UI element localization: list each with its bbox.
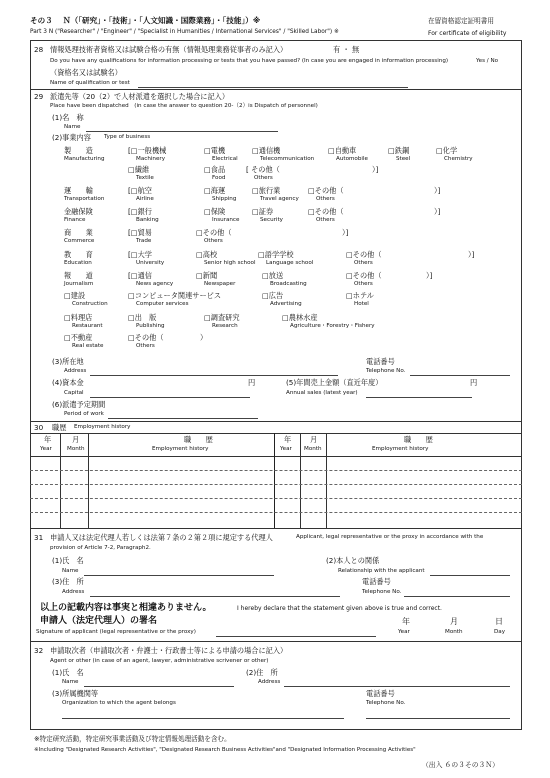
business-option-label-en: Others: [316, 196, 335, 202]
s32-tel-label: 電話番号: [366, 689, 395, 698]
business-option-checkbox[interactable]: [□銀行: [128, 207, 152, 216]
s29-capital-label-en: Capital: [64, 390, 84, 396]
s29-title-en: Place have been dispatched (in case the answer to question 20-（2）is Dispatch of personnel): [50, 103, 318, 109]
business-option-label-en: Machinery: [136, 156, 166, 162]
business-category-label: 運 輸: [64, 186, 93, 195]
s29-period-field[interactable]: [108, 418, 258, 419]
business-option-label-en: Airline: [136, 196, 154, 202]
s29-name-label: (1)名 称: [52, 113, 84, 122]
business-option-checkbox[interactable]: □その他（: [346, 250, 382, 259]
date-month-label-en: Month: [445, 629, 463, 635]
business-option-label-en: Others: [204, 238, 223, 244]
date-year-label-en: Year: [398, 629, 410, 635]
s31-title-en: Applicant, legal representative or the proxy in accordance with the: [296, 534, 484, 540]
frame-right: [521, 40, 522, 730]
business-category-label-en: Transportation: [64, 196, 105, 202]
s32-address-label: (2)住 所: [246, 668, 278, 677]
table-col-divider: [88, 433, 89, 528]
business-option-label-en: Publishing: [136, 323, 165, 329]
col-history-en: Employment history: [372, 446, 429, 452]
table-row[interactable]: [30, 484, 522, 485]
business-option-label-en: Food: [212, 175, 226, 181]
business-option-label-en: Others: [254, 175, 273, 181]
col-month-en: Month: [67, 446, 85, 452]
table-col-divider: [60, 433, 61, 528]
business-option-label-en: Trade: [136, 238, 152, 244]
business-category-label: 報 道: [64, 271, 93, 280]
s31-tel-field[interactable]: [404, 596, 510, 597]
col-month-en: Month: [304, 446, 322, 452]
business-category-label-en: Finance: [64, 217, 86, 223]
table-row[interactable]: [30, 512, 522, 513]
table-row[interactable]: [30, 498, 522, 499]
business-option-checkbox[interactable]: □その他（: [308, 207, 344, 216]
s32-org-label-en: Organization to which the agent belongs: [62, 700, 176, 706]
business-option-checkbox[interactable]: □鉄鋼: [388, 146, 410, 155]
frame-bottom: [30, 729, 522, 730]
s32-address-label-en: Address: [258, 679, 281, 685]
business-option-label-en: University: [136, 260, 165, 266]
business-option-checkbox[interactable]: □その他（: [308, 186, 344, 195]
s29-name-label-en: Name: [64, 124, 81, 130]
business-option-label-en: Research: [212, 323, 238, 329]
col-history-en: Employment history: [152, 446, 209, 452]
business-option-label-en: Textile: [136, 175, 154, 181]
s31-title: 申請人又は法定代理人若しくは法第７条の２第２項に規定する代理人: [50, 533, 273, 542]
business-option-label-en: Banking: [136, 217, 159, 223]
frame-left: [30, 40, 31, 730]
s32-title-en: Agent or other (in case of an agent, lawyer, administrative scrivener or other): [50, 658, 269, 664]
s29-sales-label-en: Annual sales (latest year): [286, 390, 358, 396]
s32-name-field[interactable]: [84, 686, 234, 687]
s28-yes-no-en[interactable]: Yes / No: [476, 58, 499, 64]
signature-label: 申請人（法定代理人）の署名: [40, 616, 158, 626]
business-option-checkbox[interactable]: □その他（: [128, 333, 164, 342]
table-col-divider: [326, 433, 327, 528]
date-day-label-en: Day: [494, 629, 506, 635]
s31-title-en-2: provision of Article 7-2, Paragraph2.: [50, 545, 151, 551]
business-option-label-en: Senior high school: [204, 260, 256, 266]
footnote-en: ※Including "Designated Research Activities", "Designated Research Business Activities"and "Designated Information Processing Activities": [34, 747, 416, 753]
business-option-label-en: Construction: [72, 301, 108, 307]
date-day-label: 日: [495, 617, 503, 626]
business-option-checkbox[interactable]: □保険: [204, 207, 226, 216]
s31-name-field[interactable]: [84, 575, 274, 576]
business-option-label-en: Restaurant: [72, 323, 103, 329]
business-option-checkbox[interactable]: □コンピュータ関連サービス: [128, 291, 222, 300]
table-header-bottom: [30, 456, 522, 457]
s28-question-en: Do you have any qualifications for information processing or tests that you have passed? (In case you are engaged in information processing): [50, 58, 449, 64]
s31-tel-label-en: Telephone No.: [362, 589, 402, 595]
business-option-label-en: Agriculture・Forestry・Fishery: [290, 323, 375, 329]
form-title: その３ Ｎ（「研究」・「技術」・「人文知識・国際業務」・「技能」）※: [30, 16, 261, 25]
business-option-checkbox[interactable]: □ホテル: [346, 291, 374, 300]
yen-unit: 円: [470, 378, 478, 387]
table-col-divider: [300, 433, 301, 528]
page-code: （出入 ６の３その３Ｎ）: [422, 761, 499, 769]
s31-name-label-en: Name: [62, 568, 79, 574]
business-option-checkbox[interactable]: □旅行業: [252, 186, 281, 195]
divider: [30, 641, 522, 642]
s31-number: 31: [34, 533, 44, 542]
business-option-label-en: Language school: [266, 260, 314, 266]
business-option-checkbox[interactable]: □新聞: [196, 271, 218, 280]
col-year: 年: [44, 435, 52, 444]
s29-period-label-en: Period of work: [64, 411, 104, 417]
business-option-label-en: Electrical: [212, 156, 238, 162]
s31-name-label: (1)氏 名: [52, 556, 84, 565]
business-option-checkbox[interactable]: [□大学: [128, 250, 152, 259]
business-category-label-en: Journalism: [64, 281, 94, 287]
s31-address-field[interactable]: [90, 596, 340, 597]
business-option-checkbox[interactable]: □出 版: [128, 313, 157, 322]
business-option-checkbox[interactable]: □その他（: [346, 271, 382, 280]
business-option-checkbox[interactable]: ）]: [434, 207, 441, 216]
col-year: 年: [284, 435, 292, 444]
s28-question: 情報処理技術者資格又は試験合格の有無（情報処理業務従事者のみ記入）: [50, 45, 288, 54]
business-option-checkbox[interactable]: [□一般機械: [128, 146, 167, 155]
divider: [30, 89, 522, 90]
signature-label-en: Signature of applicant (legal representative or the proxy): [36, 629, 196, 635]
frame-top: [30, 40, 522, 41]
business-option-checkbox[interactable]: □食品: [204, 165, 226, 174]
business-option-label-en: Hotel: [354, 301, 369, 307]
business-option-checkbox[interactable]: □語学学校: [258, 250, 294, 259]
business-option-checkbox[interactable]: ）: [200, 333, 208, 342]
business-option-checkbox[interactable]: ）]: [426, 271, 433, 280]
table-top: [30, 433, 522, 434]
business-option-label-en: Broadcasting: [270, 281, 307, 287]
s30-number: 30: [34, 423, 44, 432]
s32-name-label-en: Name: [62, 679, 79, 685]
business-category-label-en: Education: [64, 260, 92, 266]
s32-org-field[interactable]: [62, 718, 344, 719]
col-month: 月: [72, 435, 80, 444]
yen-unit: 円: [248, 378, 256, 387]
form-purpose-en: For certificate of eligibility: [428, 30, 507, 37]
s29-business-label: (2)事業内容: [52, 133, 91, 142]
s28-number: 28: [34, 45, 44, 54]
s31-relationship-label: (2)本人との関係: [326, 556, 380, 565]
s32-title: 申請取次者（申請取次者・弁護士・行政書士等による申請の場合に記入）: [50, 646, 288, 655]
table-col-divider: [274, 433, 275, 528]
business-option-checkbox[interactable]: □建設: [64, 291, 86, 300]
business-option-label-en: Others: [316, 217, 335, 223]
s29-capital-field[interactable]: [90, 397, 250, 398]
business-option-label-en: Others: [354, 281, 373, 287]
s30-title-en: Employment history: [74, 424, 131, 430]
business-category-label-en: Commerce: [64, 238, 95, 244]
s32-tel-label-en: Telephone No.: [366, 700, 406, 706]
business-option-label-en: Insurance: [212, 217, 240, 223]
business-option-checkbox[interactable]: □繊維: [128, 165, 150, 174]
s31-relationship-label-en: Relationship with the applicant: [338, 568, 425, 574]
table-bottom: [30, 528, 522, 529]
business-category-label: 金融保険: [64, 207, 93, 216]
divider: [30, 421, 522, 422]
business-option-checkbox[interactable]: □不動産: [64, 333, 93, 342]
s29-tel-label: 電話番号: [366, 357, 395, 366]
business-option-label-en: Travel agency: [260, 196, 299, 202]
s28-qualification-field[interactable]: [138, 87, 408, 88]
business-option-checkbox[interactable]: ）]: [468, 250, 475, 259]
form-title-en: Part 3 N ("Researcher" / "Engineer" / "Specialist in Humanities / International Services" / "Skilled Labor") ※: [30, 29, 339, 35]
business-option-checkbox[interactable]: ）]: [342, 228, 349, 237]
col-month: 月: [310, 435, 318, 444]
s31-address-label: (3)住 所: [52, 577, 84, 586]
s29-period-label: (6)派遣予定期間: [52, 400, 106, 409]
s30-title: 職歴: [52, 423, 67, 432]
s32-org-label: (3)所属機関等: [52, 689, 99, 698]
business-option-label-en: Automobile: [336, 156, 368, 162]
s29-name-field[interactable]: [86, 131, 278, 132]
table-row[interactable]: [30, 470, 522, 471]
s32-tel-field[interactable]: [366, 718, 510, 719]
s29-capital-label: (4)資本金: [52, 378, 84, 387]
footnote: ※特定研究活動，特定研究事業活動及び特定情報処理活動を含む。: [34, 735, 231, 743]
business-option-checkbox[interactable]: □通信機: [252, 146, 281, 155]
business-option-checkbox[interactable]: ）]: [372, 165, 379, 174]
s31-address-label-en: Address: [62, 589, 85, 595]
business-option-checkbox[interactable]: □高校: [196, 250, 218, 259]
col-history: 職 歴: [404, 435, 433, 444]
business-option-label-en: Advertising: [270, 301, 302, 307]
business-option-label-en: Computer services: [136, 301, 189, 307]
business-option-checkbox[interactable]: □広告: [262, 291, 284, 300]
s32-address-field[interactable]: [284, 686, 510, 687]
business-option-label-en: News agency: [136, 281, 174, 287]
business-option-checkbox[interactable]: □化学: [436, 146, 458, 155]
declaration-text: 以上の記載内容は事実と相違ありません。: [40, 603, 212, 613]
business-option-checkbox[interactable]: □その他（: [196, 228, 232, 237]
declaration-text-en: I hereby declare that the statement given above is true and correct.: [237, 605, 442, 612]
s29-number: 29: [34, 92, 44, 101]
business-option-label-en: Others: [136, 343, 155, 349]
s29-tel-field[interactable]: [410, 375, 510, 376]
s29-address-field[interactable]: [90, 375, 338, 376]
business-option-label-en: Security: [260, 217, 283, 223]
business-option-label-en: Newspaper: [204, 281, 236, 287]
s29-tel-label-en: Telephone No.: [366, 368, 406, 374]
business-option-label-en: Others: [354, 260, 373, 266]
business-option-checkbox[interactable]: □電機: [204, 146, 226, 155]
s29-address-label-en: Address: [64, 368, 87, 374]
form-purpose: 在留資格認定証明書用: [428, 17, 494, 25]
s29-sales-field[interactable]: [366, 397, 472, 398]
s31-tel-label: 電話番号: [362, 577, 391, 586]
signature-field[interactable]: [216, 636, 376, 637]
s32-name-label: (1)氏 名: [52, 668, 84, 677]
business-option-checkbox[interactable]: □料理店: [64, 313, 93, 322]
business-option-checkbox[interactable]: □海運: [204, 186, 226, 195]
business-option-label-en: Real estate: [72, 343, 104, 349]
date-year-label: 年: [402, 617, 410, 626]
business-option-checkbox[interactable]: □放送: [262, 271, 284, 280]
business-option-checkbox[interactable]: [□通信: [128, 271, 152, 280]
col-year-en: Year: [40, 446, 52, 452]
business-category-label-en: Manufacturing: [64, 156, 105, 162]
business-option-checkbox[interactable]: ）]: [434, 186, 441, 195]
business-category-label: 商 業: [64, 228, 93, 237]
business-option-checkbox[interactable]: [ その他（: [246, 165, 280, 174]
s29-business-label-en: Type of business: [104, 134, 151, 140]
business-option-checkbox[interactable]: [□航空: [128, 186, 152, 195]
date-month-label: 月: [450, 617, 458, 626]
s32-number: 32: [34, 646, 44, 655]
s29-sales-label: (5)年間売上金額（直近年度）: [286, 378, 383, 387]
business-option-label-en: Shipping: [212, 196, 237, 202]
business-option-checkbox[interactable]: □証券: [252, 207, 274, 216]
s29-title: 派遣先等（20（2）で人材派遣を選択した場合に記入）: [50, 92, 230, 101]
business-option-checkbox[interactable]: □農林水産: [282, 313, 318, 322]
s31-relationship-field[interactable]: [430, 575, 510, 576]
business-option-checkbox[interactable]: □調査研究: [204, 313, 240, 322]
business-option-label-en: Steel: [396, 156, 411, 162]
col-year-en: Year: [280, 446, 292, 452]
business-category-label: 製 造: [64, 146, 93, 155]
s28-qualification-label: （資格名又は試験名）: [50, 68, 122, 77]
business-option-label-en: Telecommunication: [260, 156, 315, 162]
s29-address-label: (3)所在地: [52, 357, 84, 366]
business-option-label-en: Chemistry: [444, 156, 473, 162]
business-option-checkbox[interactable]: [□貿易: [128, 228, 152, 237]
col-history: 職 歴: [184, 435, 213, 444]
business-category-label: 教 育: [64, 250, 93, 259]
s28-qualification-label-en: Name of qualification or test: [50, 80, 130, 86]
s28-yes-no[interactable]: 有 ・ 無: [333, 45, 360, 54]
business-option-checkbox[interactable]: □自動車: [328, 146, 357, 155]
